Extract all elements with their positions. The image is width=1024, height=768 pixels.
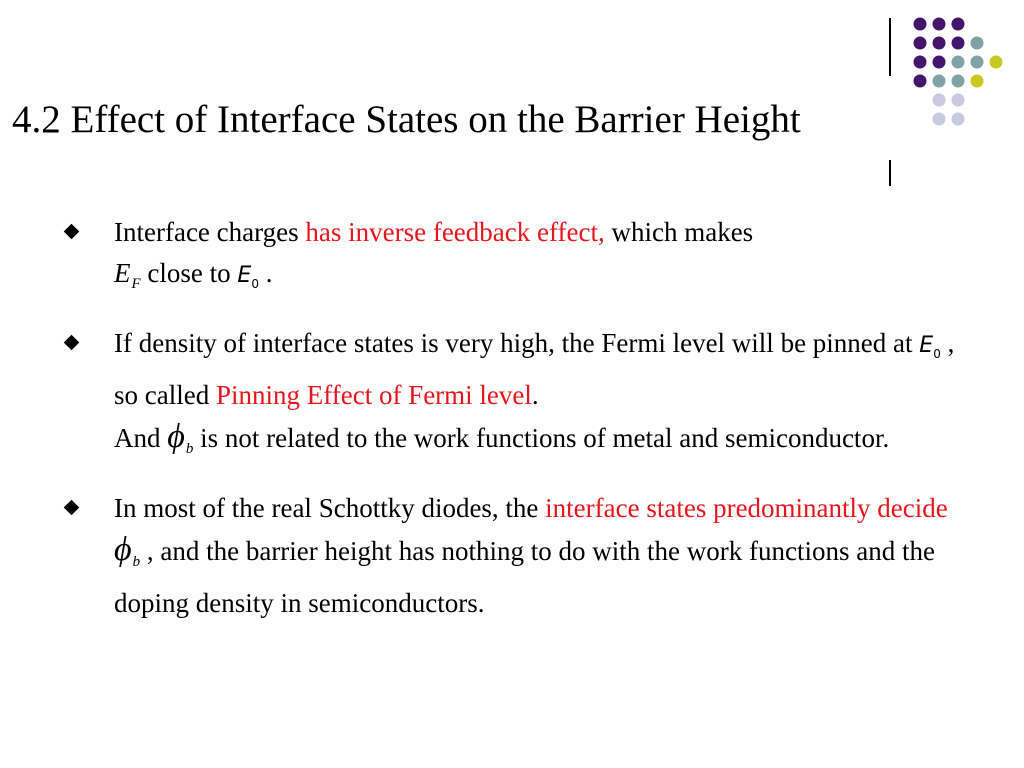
decorative-dot [952, 18, 965, 31]
decorative-dot [952, 75, 965, 88]
symbol-e0: $E_0$ [919, 333, 941, 361]
bullet-text: , so called [114, 328, 955, 410]
decorative-dot [914, 37, 927, 50]
bullet-text: , and the barrier height has nothing to do with the work functions and the doping density in semiconductors. [114, 536, 935, 618]
bullet-text: In most of the real Schottky diodes, the [114, 493, 546, 523]
decorative-dot [914, 56, 927, 69]
bullet-item-2 [60, 323, 960, 470]
bullet-item-3 [60, 488, 960, 624]
diamond-bullet-icon [64, 500, 80, 516]
decorative-dot [933, 37, 946, 50]
decorative-dot [971, 56, 984, 69]
bullet-text: . [258, 258, 273, 288]
highlight-text: Pinning Effect of Fermi level [215, 380, 532, 410]
bullet-text: . [531, 380, 539, 410]
decorative-dot [952, 37, 965, 50]
divider-line-bottom [889, 160, 891, 186]
bullet-list [60, 212, 960, 624]
bullet-text: If density of interface states is very high, the Fermi level will be pinned at [114, 328, 920, 358]
decorative-dot [933, 75, 946, 88]
decorative-dot [914, 75, 927, 88]
symbol-ef: $E_F$ [114, 258, 141, 292]
divider-line-top [889, 18, 891, 76]
bullet-text: which makes [604, 217, 754, 247]
bullet-text: close to [140, 258, 238, 288]
decorative-dot-grid [900, 8, 1024, 168]
symbol-e0: $E_0$ [237, 263, 259, 291]
diamond-bullet-icon [64, 335, 80, 351]
decorative-dot [971, 37, 984, 50]
bullet-text: And [114, 423, 168, 453]
decorative-dot [952, 56, 965, 69]
decorative-dot [933, 18, 946, 31]
decorative-dot [914, 18, 927, 31]
highlight-text: interface states predominantly decide [545, 493, 948, 523]
slide-title: 4.2 Effect of Interface States on the Barrier Height [12, 98, 801, 141]
diamond-bullet-icon [64, 224, 80, 240]
decorative-dot [971, 75, 984, 88]
bullet-text: is not related to the work functions of metal and semiconductor. [193, 423, 890, 453]
bullet-text: Interface charges [114, 217, 306, 247]
decorative-dot [933, 56, 946, 69]
symbol-phi-b: $\phi_b$ [114, 531, 141, 570]
decorative-dot [990, 56, 1003, 69]
symbol-phi-b: $\phi_b$ [167, 418, 194, 457]
highlight-text: has inverse feedback effect, [305, 217, 605, 247]
bullet-item-1 [60, 212, 960, 305]
